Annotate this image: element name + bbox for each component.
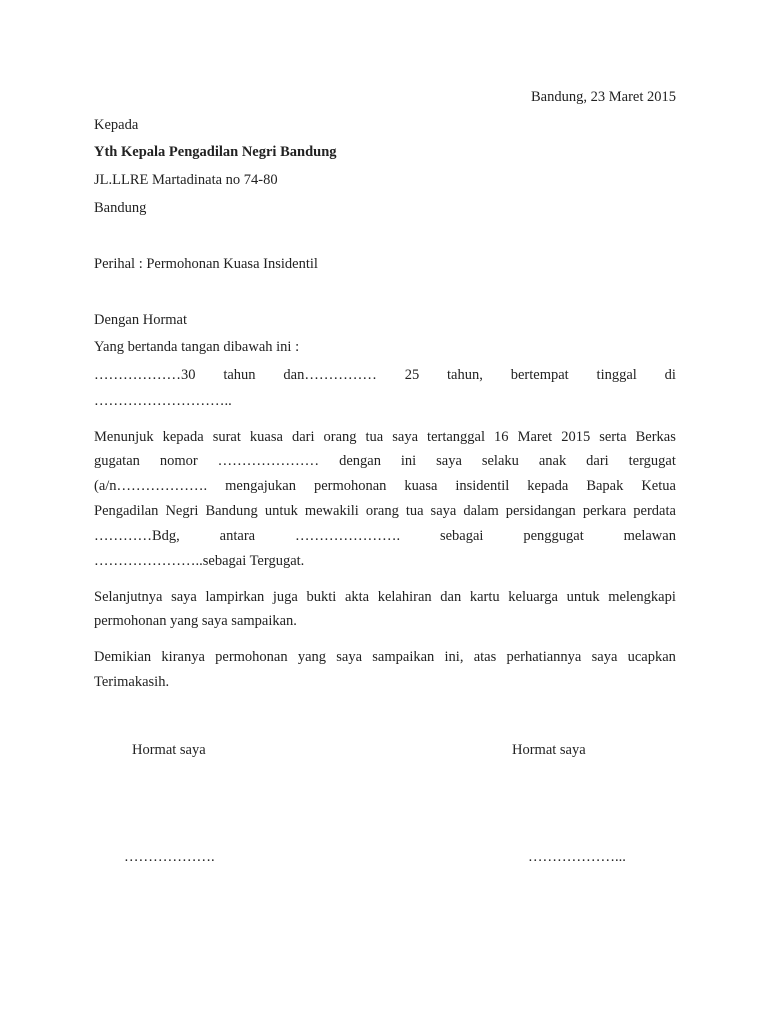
word: ini, xyxy=(444,649,464,665)
word: …………………. xyxy=(294,528,401,544)
word: kepada xyxy=(162,429,204,445)
para2-line xyxy=(94,588,676,606)
word: orang xyxy=(323,429,357,445)
word: 16 xyxy=(494,429,509,445)
word: Demikian xyxy=(94,649,152,665)
word: kiranya xyxy=(161,649,205,665)
word: Maret xyxy=(517,429,553,445)
word: keluarga xyxy=(508,589,558,605)
word: permohonan xyxy=(313,478,387,494)
word: 2015 xyxy=(561,429,591,445)
para3-line xyxy=(94,648,676,666)
word: kuasa xyxy=(249,429,283,445)
city-line: Bandung xyxy=(94,200,147,216)
word: sampaikan xyxy=(372,649,435,665)
para1-last-line: …………………..sebagai Tergugat. xyxy=(94,553,305,569)
word: Selanjutnya xyxy=(94,589,163,605)
word: juga xyxy=(272,589,298,605)
para1-line xyxy=(94,428,676,446)
word: Ketua xyxy=(641,478,676,494)
word: kelahiran xyxy=(377,589,432,605)
signature-left: ………………. xyxy=(124,849,215,865)
word: di xyxy=(664,367,676,383)
word: tertanggal xyxy=(427,429,486,445)
word: akta xyxy=(344,589,370,605)
word: melengkapi xyxy=(608,589,676,605)
date-line: Bandung, 23 Maret 2015 xyxy=(531,89,676,105)
recipient-title: Yth Kepala Pengadilan Negri Bandung xyxy=(94,144,337,160)
word: Pengadilan xyxy=(94,503,159,519)
closing-left: Hormat saya xyxy=(132,742,206,758)
word: dan xyxy=(440,589,462,605)
address-line: JL.LLRE Martadinata no 74-80 xyxy=(94,172,278,188)
word: tahun, xyxy=(447,367,483,383)
word: Menunjuk xyxy=(94,429,154,445)
word: …………Bdg, xyxy=(94,528,180,544)
word: bertempat xyxy=(510,367,569,383)
word: Bandung xyxy=(205,503,258,519)
word: mengajukan xyxy=(225,478,296,494)
word: tahun xyxy=(223,367,256,383)
para1-line xyxy=(94,502,676,520)
word: gugatan xyxy=(94,453,140,469)
word: selaku xyxy=(481,453,519,469)
word: saya xyxy=(336,649,363,665)
word: ini xyxy=(400,453,417,469)
word: kepada xyxy=(527,478,569,494)
word: antara xyxy=(219,528,256,544)
word: saya xyxy=(171,589,197,605)
word: perkara xyxy=(582,503,627,519)
identity-row xyxy=(94,366,676,384)
para1-line xyxy=(94,477,676,495)
intro-line: Yang bertanda tangan dibawah ini : xyxy=(94,339,300,355)
word: Bapak xyxy=(586,478,624,494)
para1-line xyxy=(94,527,676,545)
word: melawan xyxy=(623,528,676,544)
word: dengan xyxy=(339,453,381,469)
word: tua xyxy=(405,503,424,519)
word: untuk xyxy=(264,503,298,519)
to-label: Kepada xyxy=(94,117,139,133)
signature-right: ………………... xyxy=(528,849,626,865)
word: lampirkan xyxy=(205,589,265,605)
word: ………………… xyxy=(217,453,320,469)
word: tergugat xyxy=(628,453,676,469)
greeting: Dengan Hormat xyxy=(94,312,188,328)
word: orang xyxy=(365,503,399,519)
word: tinggal xyxy=(596,367,637,383)
word: saya xyxy=(392,429,419,445)
word: bukti xyxy=(306,589,337,605)
word: ucapkan xyxy=(627,649,676,665)
word: dari xyxy=(586,453,609,469)
word: insidentil xyxy=(455,478,510,494)
word: anak xyxy=(538,453,567,469)
word: persidangan xyxy=(505,503,576,519)
word: atas xyxy=(473,649,497,665)
word: yang xyxy=(297,649,327,665)
subject-line: Perihal : Permohonan Kuasa Insidentil xyxy=(94,256,318,272)
para3-last-line: Terimakasih. xyxy=(94,674,170,690)
word: dalam xyxy=(463,503,499,519)
word: perhatiannya xyxy=(506,649,582,665)
word: untuk xyxy=(566,589,600,605)
word: dari xyxy=(291,429,315,445)
word: ………………30 xyxy=(94,367,196,383)
word: dan…………… xyxy=(283,367,377,383)
word: perdata xyxy=(633,503,676,519)
word: surat xyxy=(212,429,241,445)
word: saya xyxy=(430,503,457,519)
word: tua xyxy=(365,429,384,445)
word: 25 xyxy=(404,367,420,383)
word: Berkas xyxy=(635,429,676,445)
word: kuasa xyxy=(404,478,438,494)
para1-line xyxy=(94,452,676,470)
word: mewakili xyxy=(304,503,359,519)
word: saya xyxy=(591,649,618,665)
word: saya xyxy=(436,453,462,469)
word: (a/n………………. xyxy=(94,478,208,494)
identity-row-2: ……………………….. xyxy=(94,393,232,409)
word: penggugat xyxy=(523,528,584,544)
closing-right: Hormat saya xyxy=(512,742,586,758)
word: nomor xyxy=(159,453,198,469)
para2-last-line: permohonan yang saya sampaikan. xyxy=(94,613,297,629)
word: permohonan xyxy=(215,649,288,665)
word: serta xyxy=(599,429,627,445)
word: sebagai xyxy=(439,528,484,544)
word: Negri xyxy=(165,503,199,519)
word: kartu xyxy=(469,589,500,605)
